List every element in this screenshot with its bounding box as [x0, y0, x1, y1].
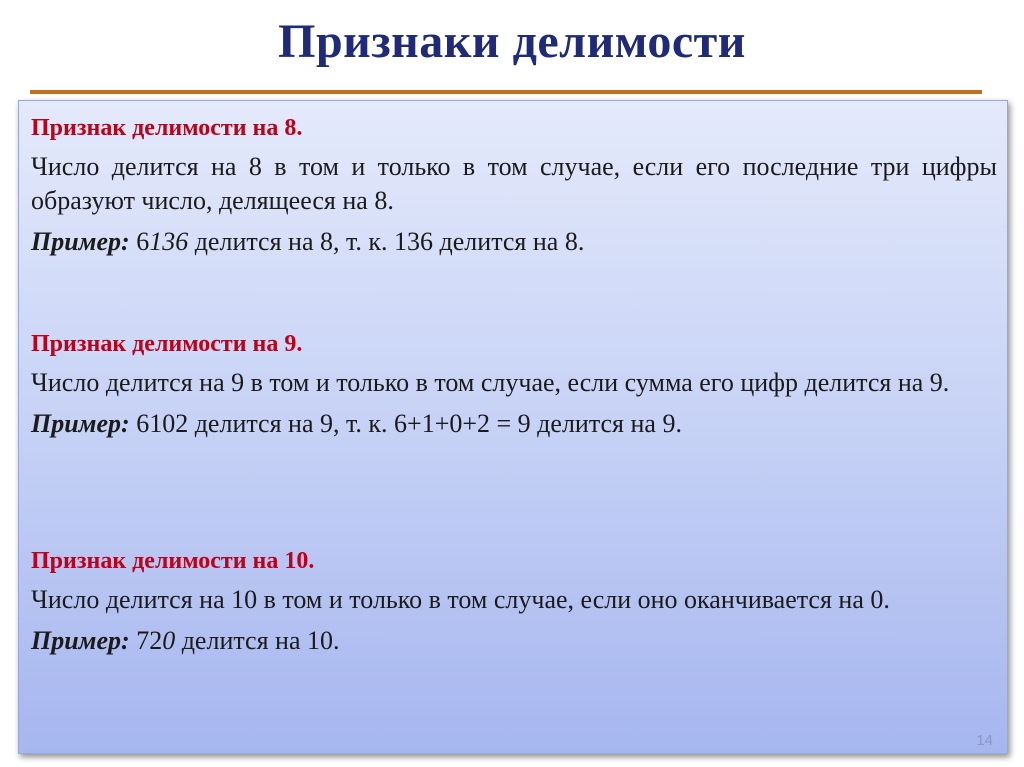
- example-text: 6102 делится на 9, т. к. 6+1+0+2 = 9 делится на 9.: [129, 409, 682, 438]
- example-label: Пример:: [31, 626, 130, 655]
- section-heading: Признак делимости на 9.: [31, 331, 303, 357]
- section-rule-text: Число делится на 10 в том и только в том случае, если оно оканчивается на 0.: [31, 585, 890, 614]
- section-div-9: [31, 329, 997, 441]
- content-panel: [18, 100, 1008, 754]
- section-heading: Признак делимости на 10.: [31, 548, 315, 574]
- example-number-plain: 6: [136, 227, 150, 256]
- example-text: делится на 10.: [175, 626, 340, 655]
- example-label: Пример:: [31, 409, 130, 438]
- section-example: [31, 407, 997, 441]
- section-rule-text: Число делится на 8 в том и только в том случае, если его последние три цифры образуют число, делящееся на 8.: [31, 152, 997, 215]
- example-text: делится на 8, т. к. 136 делится на 8.: [188, 227, 585, 256]
- section-example: [31, 225, 997, 259]
- section-div-10: [31, 546, 997, 658]
- section-example: [31, 624, 997, 658]
- example-number-italic: 136: [149, 227, 189, 256]
- section-rule-text: Число делится на 9 в том и только в том случае, если сумма его цифр делится на 9.: [31, 368, 950, 397]
- page-title: Признаки делимости: [278, 15, 746, 68]
- section-heading: Признак делимости на 8.: [31, 115, 303, 141]
- page-number: 14: [976, 732, 993, 749]
- example-number-italic: 0: [162, 626, 176, 655]
- example-label: Пример:: [31, 227, 130, 256]
- section-div-8: [31, 113, 997, 259]
- example-number-plain: 72: [129, 626, 163, 655]
- title-underline: [30, 90, 982, 94]
